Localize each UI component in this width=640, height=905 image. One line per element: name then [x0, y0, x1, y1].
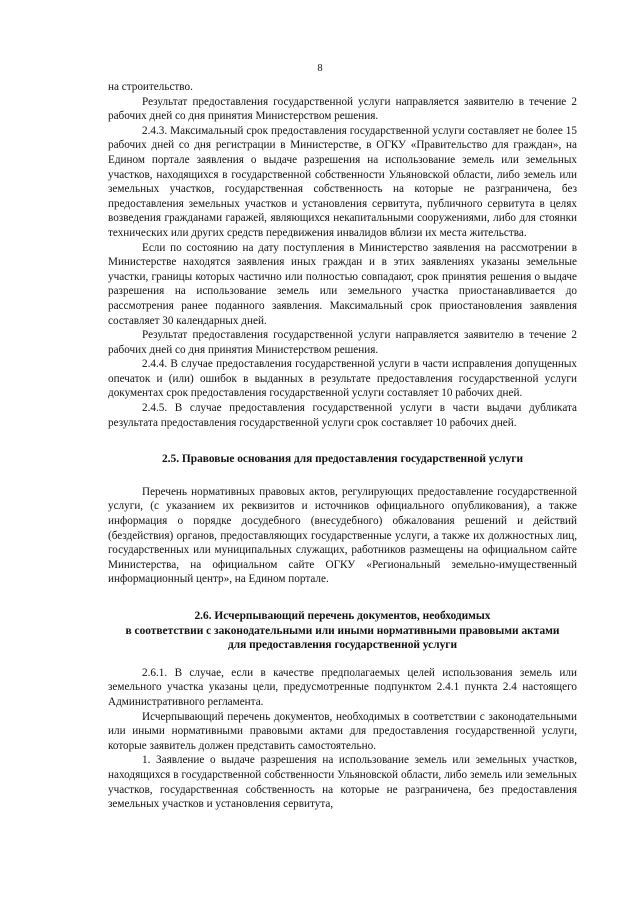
heading-2-6-line-1: 2.6. Исчерпывающий перечень документов, необходимых: [194, 610, 491, 622]
paragraph-result-1: Результат предоставления государственной услуги направляется заявителю в течение 2 рабочих дней со дня принятия Министерством решения.: [108, 95, 577, 123]
paragraph-2-4-4: 2.4.4. В случае предоставления государственной услуги в части исправления допущенных опечаток и (или) ошибок в выданных в результате предоставления государственной услуги документах срок предоставления государственной услуги составляет 10 рабочих дней.: [108, 358, 577, 400]
paragraph-list-intro: Исчерпывающий перечень документов, необходимых в соответствии с законодательными или иными нормативными правовыми актами для предоставления государственной услуги, которые заявитель должен представить самостоятельно.: [108, 710, 577, 752]
paragraph-2-5: Перечень нормативных правовых актов, регулирующих предоставление государственной услуги, (с указанием их реквизитов и источников официального опубликования), а также информация о порядке досудебного (внесудебного) обжалования решений и действий (бездействия) органов, предоставляющих государственные услуги, а также их должностных лиц, государственных или муниципальных служащих, работников размещены на официальном сайте Министерства, на официальном сайте ОГКУ «Региональный земельно-имущественный информационный центр», на Едином портале.: [108, 485, 577, 586]
heading-2-5: 2.5. Правовые основания для предоставления государственной услуги: [161, 453, 524, 466]
paragraph-2-6-1: 2.6.1. В случае, если в качестве предполагаемых целей использования земель или земельного участка указаны цели, предусмотренные подпунктом 2.4.1 пункта 2.4 настоящего Административного регламента.: [108, 666, 577, 708]
paragraph-item-1: 1. Заявление о выдаче разрешения на использование земель или земельных участков, находящихся в государственной собственности Ульяновской области, либо земель или земельных участков, государственная собственность на которые не разграничена, без предоставления земельных участков и установления сервитута,: [108, 754, 577, 811]
page-number: 8: [317, 63, 323, 74]
paragraph-suspension: Если по состоянию на дату поступления в Министерство заявления на рассмотрении в Министерстве находятся заявления иных граждан и в этих заявлениях указаны земельные участки, границы которых частично или полностью совпадают, срок принятия решения о выдаче разрешения на использование земель или земельного участка приостанавливается до рассмотрения ранее поданного заявления. Максимальный срок приостановления заявления составляет 30 календарных дней.: [108, 241, 577, 327]
paragraph-2-4-5: 2.4.5. В случае предоставления государственной услуги в части выдачи дубликата результата предоставления государственной услуги срок составляет 10 рабочих дней.: [108, 402, 577, 429]
document-body: [108, 80, 577, 812]
paragraph-result-2: Результат предоставления государственной услуги направляется заявителю в течение 2 рабочих дней со дня принятия Министерством решения.: [108, 329, 577, 356]
heading-2-6-line-2: в соответствии с законодательными или иными нормативными правовыми актами: [125, 624, 560, 637]
heading-2-6-line-3: для предоставления государственной услуги: [227, 639, 458, 652]
paragraph-continuation: на строительство.: [108, 81, 193, 93]
heading-2-6: [108, 609, 577, 653]
paragraph-2-4-3: 2.4.3. Максимальный срок предоставления государственной услуги составляет не более 15 рабочих дней со дня регистрации в Министерстве, в ОГКУ «Правительство для граждан», на Едином портале заявления о выдаче разрешения на использование земель или земельных участков, находящихся в государственной собственности Ульяновской области, либо земель или земельных участков, государственная собственность на которые не разграничена, без предоставления земельных участков и установления сервитута, публичного сервитута в целях возведения гражданами гаражей, являющихся некапитальными сооружениями, либо для стоянки технических или других средств передвижения инвалидов вблизи их места жительства.: [108, 124, 577, 239]
